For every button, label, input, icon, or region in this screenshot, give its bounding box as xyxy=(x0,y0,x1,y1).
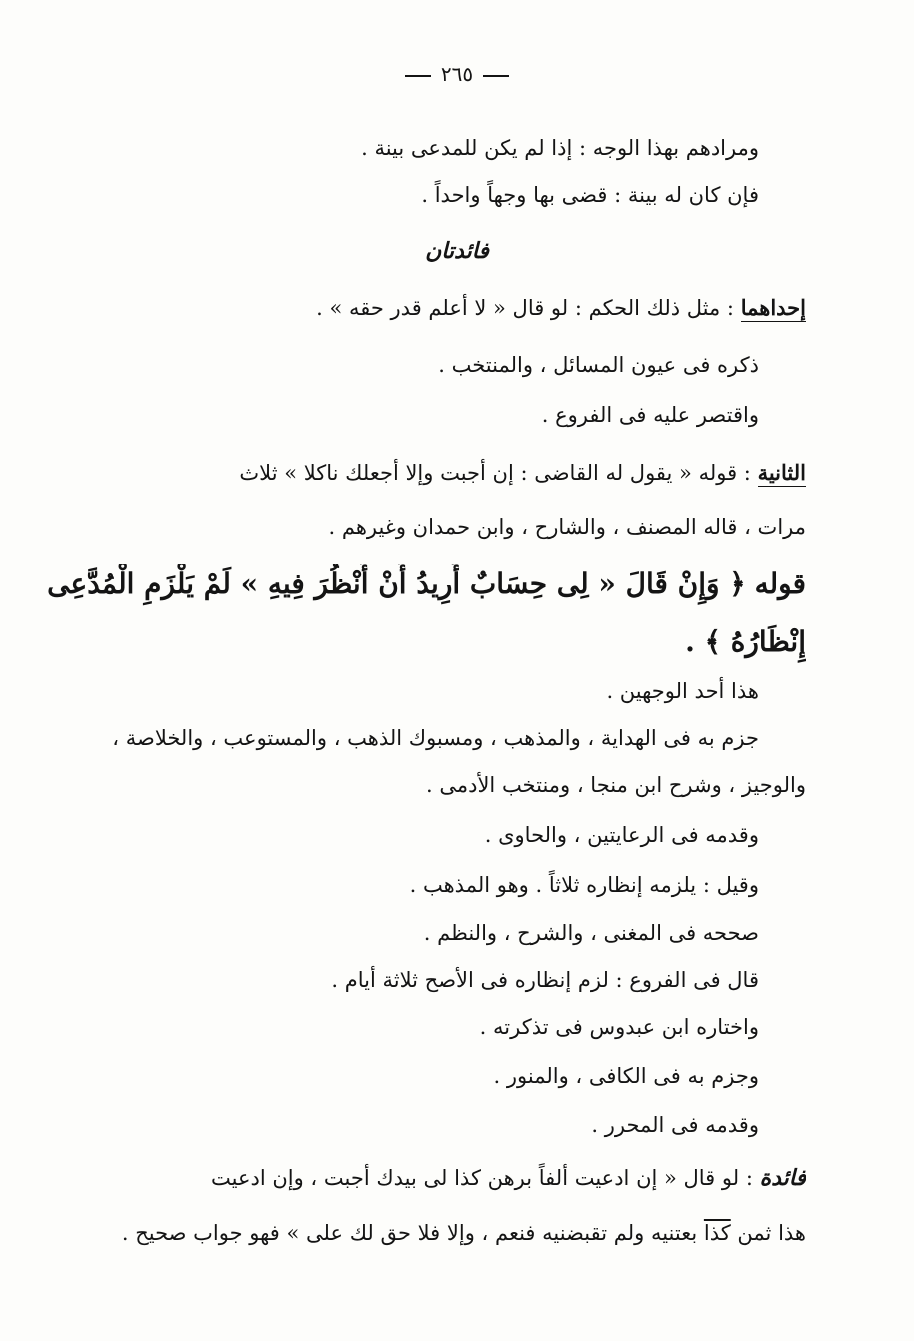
text-line xyxy=(591,1110,759,1142)
line-text: ومرادهم بهذا الوجه : إذا لم يكن للمدعى بينة . xyxy=(361,136,759,160)
line-text: وقيل : يلزمه إنظاره ثلاثاً . وهو المذهب . xyxy=(409,873,759,897)
text-line xyxy=(542,400,759,432)
quote-lead: قوله xyxy=(754,567,806,600)
text-line xyxy=(331,965,759,997)
text-line xyxy=(494,1061,759,1093)
line-text: وقدمه فى المحرر . xyxy=(591,1113,759,1137)
text-line xyxy=(329,512,806,544)
dash-left xyxy=(405,75,431,77)
quote-text: إِنْظَارُهُ ﴾ . xyxy=(685,625,806,658)
line-text: : قوله « يقول له القاضى : إن أجبت وإلا أجعلك ناكلا » ثلاث xyxy=(239,461,751,485)
text-line xyxy=(606,676,759,708)
line-text: : لو قال « إن ادعيت ألفاً برهن كذا لى بيدك أجبت ، وإن ادعيت xyxy=(211,1166,753,1190)
text-line xyxy=(410,870,759,902)
quote-text: ﴿ وَإِنْ قَالَ « لِى حِسَابٌ أُرِيدُ أَنْ أَنْظُرَ فِيهِ » لَمْ يَلْزَمِ الْمُدَّعِى xyxy=(47,567,746,600)
line-text: جزم به فى الهداية ، والمذهب ، ومسبوك الذهب ، والمستوعب ، والخلاصة ، xyxy=(112,726,759,750)
line-text-overlined: كذا xyxy=(703,1221,731,1245)
text-line xyxy=(485,820,759,852)
line-text: والوجيز ، وشرح ابن منجا ، ومنتخب الأدمى . xyxy=(426,773,806,797)
quoted-text-line xyxy=(47,564,806,608)
line-text: صححه فى المغنى ، والشرح ، والنظم . xyxy=(423,921,759,945)
text-line xyxy=(438,350,759,382)
line-text: ذكره فى عيون المسائل ، والمنتخب . xyxy=(438,353,759,377)
text-line xyxy=(316,293,806,325)
page-number xyxy=(0,62,914,86)
line-text: قال فى الفروع : لزم إنظاره فى الأصح ثلاثة أيام . xyxy=(331,968,759,992)
line-text: : مثل ذلك الحكم : لو قال « لا أعلم قدر حقه » . xyxy=(316,296,735,320)
text-line xyxy=(424,918,759,950)
line-text: هذا ثمن xyxy=(737,1221,806,1245)
line-text: فإن كان له بينة : قضى بها وجهاً واحداً . xyxy=(421,183,759,207)
section-heading xyxy=(0,236,914,268)
line-text: واقتصر عليه فى الفروع . xyxy=(541,403,759,427)
line-text: وقدمه فى الرعايتين ، والحاوى . xyxy=(484,823,759,847)
line-text: بعتنيه ولم تقبضنيه فنعم ، وإلا فلا حق لك على » فهو جواب صحيح . xyxy=(121,1221,698,1245)
benefit-lead: الثانية xyxy=(757,460,806,485)
text-line xyxy=(112,723,759,755)
quoted-text-line xyxy=(685,622,806,666)
text-line xyxy=(426,770,806,802)
line-text: واختاره ابن عبدوس فى تذكرته . xyxy=(479,1015,759,1039)
text-line xyxy=(211,1163,806,1195)
dash-right xyxy=(483,75,509,77)
text-line xyxy=(122,1218,806,1250)
benefit-lead: فائدة xyxy=(759,1165,806,1191)
line-text: مرات ، قاله المصنف ، والشارح ، وابن حمدان وغيرهم . xyxy=(328,515,806,539)
text-line xyxy=(239,458,806,490)
text-line xyxy=(480,1012,759,1044)
page-number-text: ٢٦٥ xyxy=(440,62,474,86)
heading-text: فائدتان xyxy=(425,238,489,264)
text-line xyxy=(361,133,759,165)
line-text: وجزم به فى الكافى ، والمنور . xyxy=(493,1064,759,1088)
text-line xyxy=(421,180,759,212)
benefit-lead: إحداهما xyxy=(740,295,806,320)
line-text: هذا أحد الوجهين . xyxy=(606,679,759,703)
